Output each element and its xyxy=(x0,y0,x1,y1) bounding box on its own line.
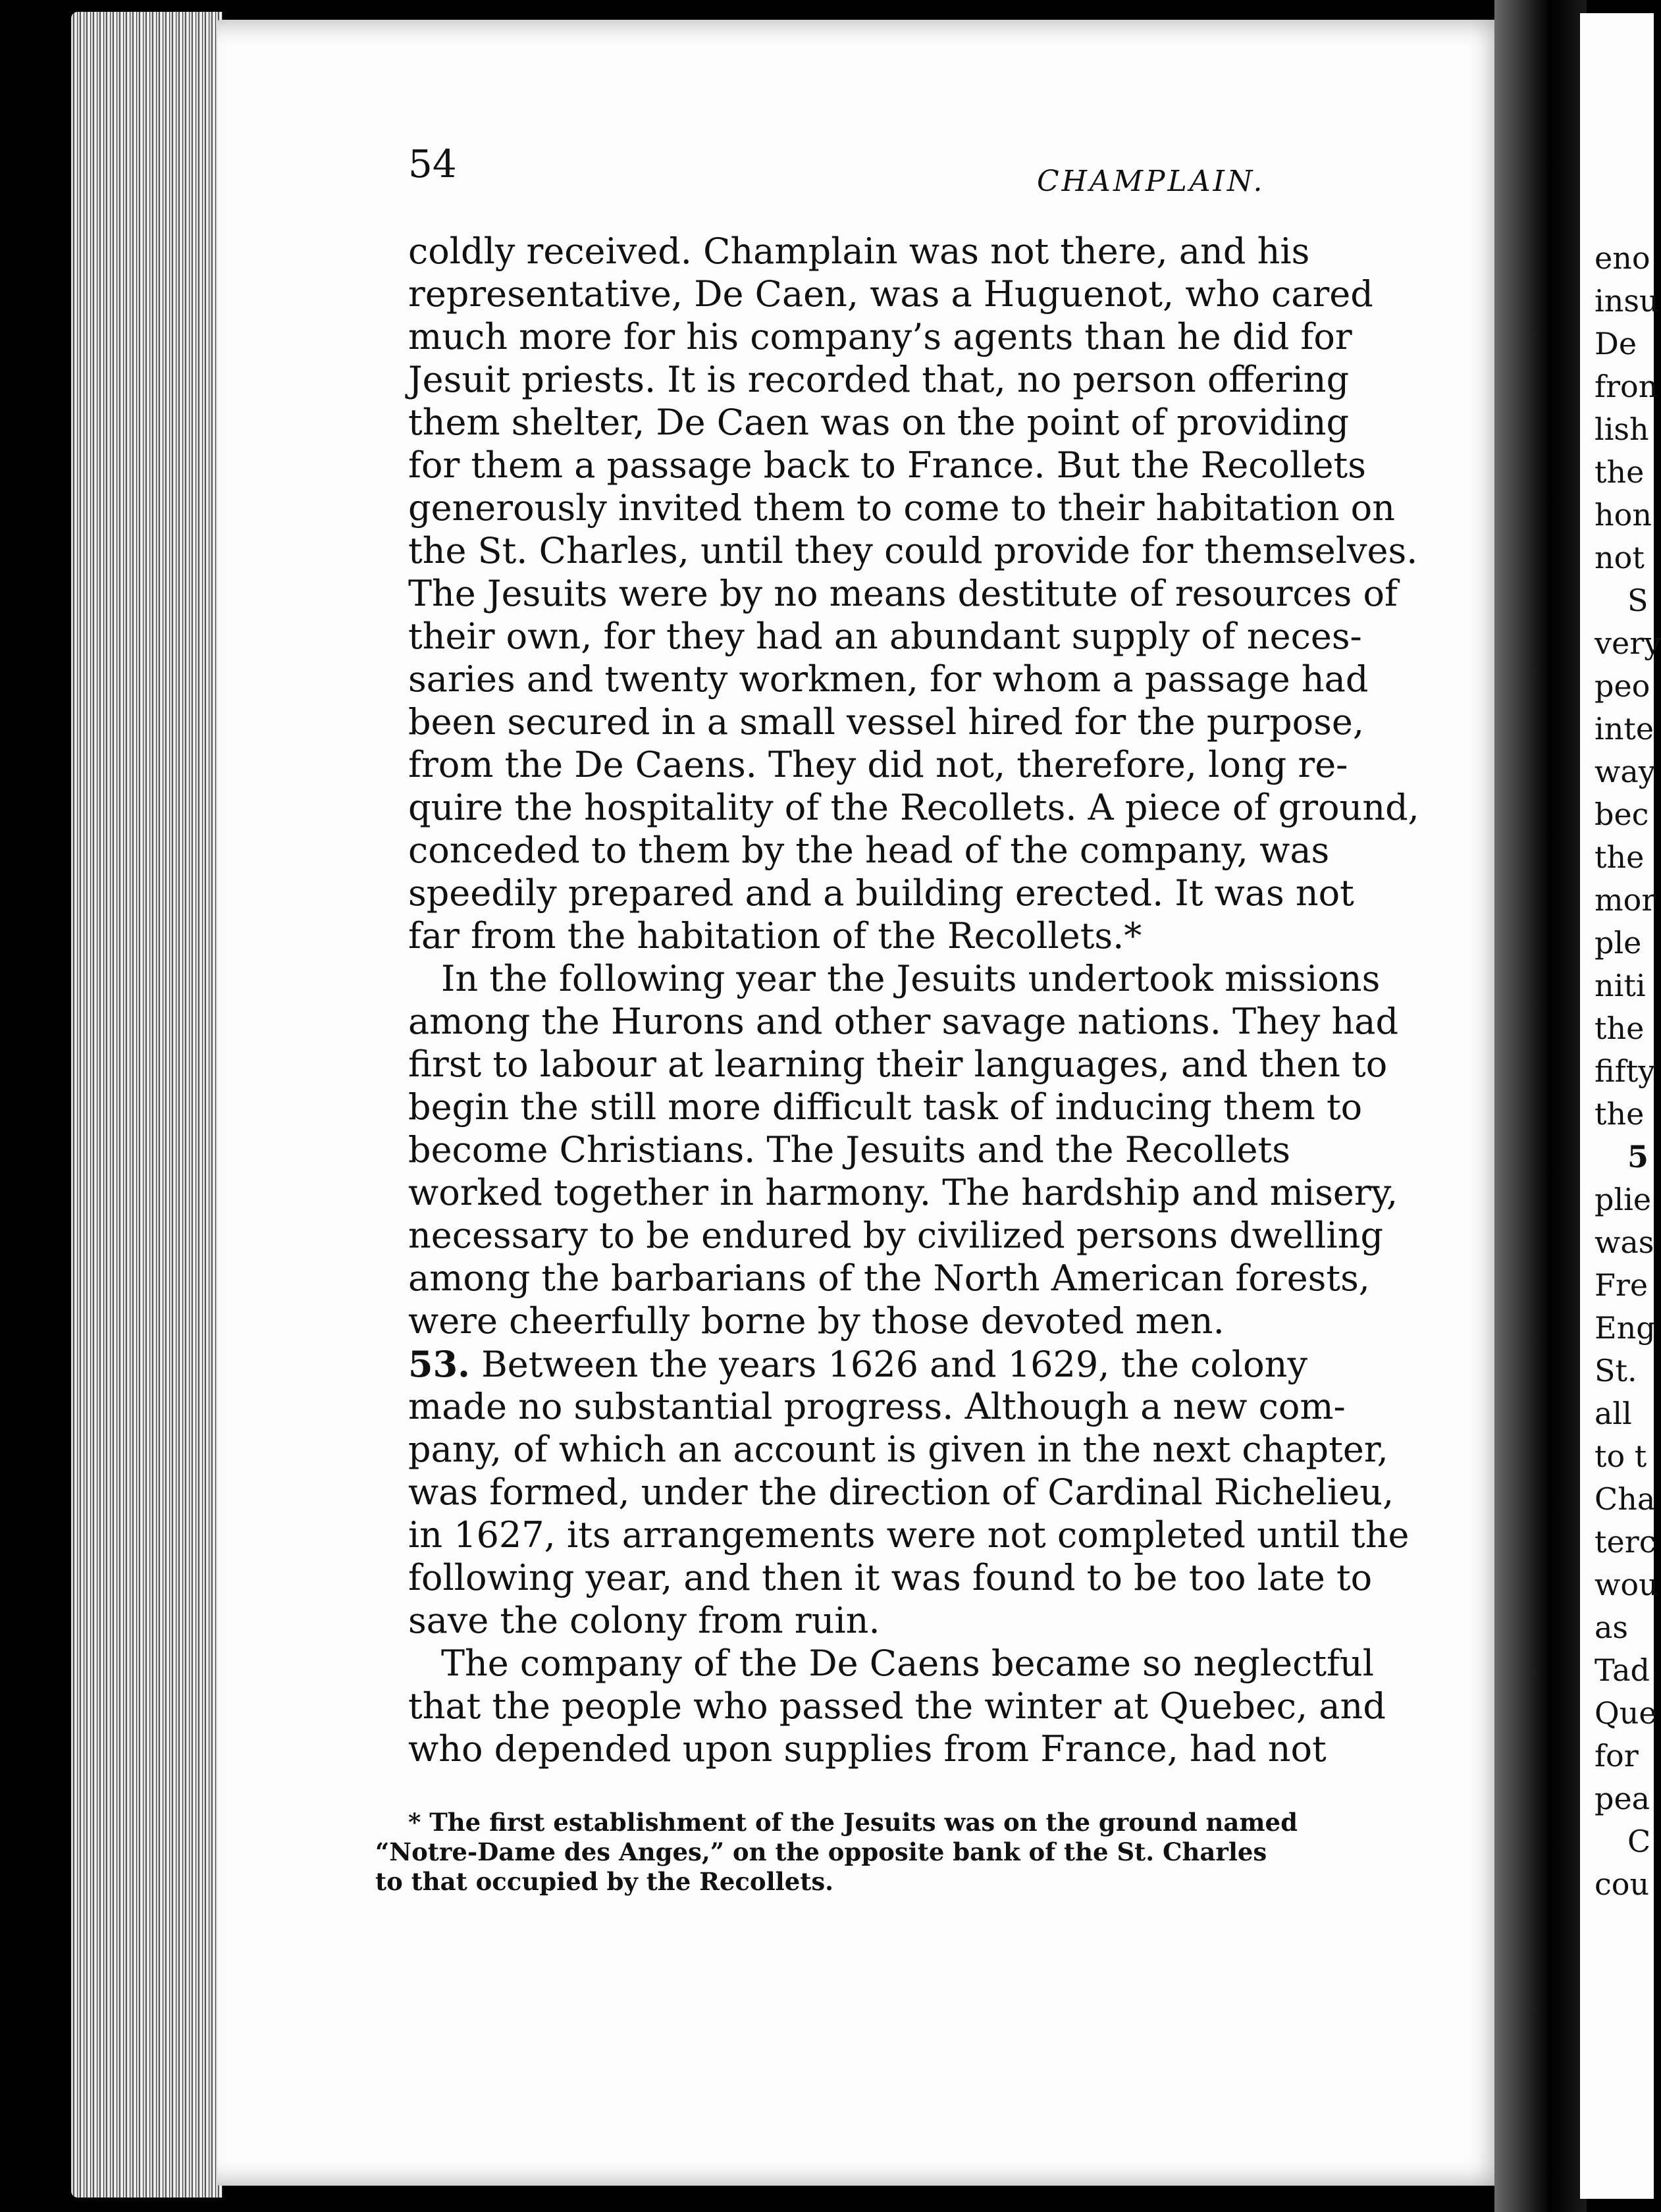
facing-page-fragment: the xyxy=(1595,839,1645,875)
text-line: become Christians. The Jesuits and the Recollets xyxy=(408,1129,1290,1171)
page-number: 54 xyxy=(408,142,457,186)
facing-page-fragment: to t xyxy=(1595,1438,1647,1474)
text-line: been secured in a small vessel hired for the purpose, xyxy=(408,701,1364,743)
text-line: worked together in harmony. The hardship and misery, xyxy=(408,1172,1398,1213)
facing-page-fragment: C xyxy=(1627,1824,1651,1859)
text-line: among the Hurons and other savage nations. They had xyxy=(408,1001,1399,1042)
facing-page-fragment: was xyxy=(1595,1224,1654,1260)
text-line: from the De Caens. They did not, therefore, long re- xyxy=(408,744,1348,785)
text-line: generously invited them to come to their habitation on xyxy=(408,487,1395,529)
facing-page-fragment: ple xyxy=(1595,925,1642,961)
text-line: who depended upon supplies from France, had not xyxy=(408,1728,1327,1770)
text-line: that the people who passed the winter at Quebec, and xyxy=(408,1685,1386,1727)
left-page xyxy=(217,20,1514,2186)
facing-page-fragment: St. xyxy=(1595,1353,1637,1388)
section-line xyxy=(408,1343,1307,1385)
facing-page-fragment: fron xyxy=(1595,369,1658,404)
facing-page-fragment: mor xyxy=(1595,882,1656,918)
text-line: speedily prepared and a building erected. It was not xyxy=(408,872,1354,914)
facing-page-fragment: De xyxy=(1595,326,1637,361)
facing-page-fragment: very xyxy=(1595,625,1661,661)
text-line: following year, and then it was found to be too late to xyxy=(408,1557,1373,1598)
facing-page-fragment: hon xyxy=(1595,497,1652,533)
facing-page-fragment: wou xyxy=(1595,1567,1658,1602)
facing-page-fragment: Eng xyxy=(1595,1310,1656,1346)
facing-page-fragment: as xyxy=(1595,1610,1629,1645)
text-line: their own, for they had an abundant supply of neces- xyxy=(408,616,1362,657)
facing-page-fragment: not xyxy=(1595,540,1645,575)
facing-page-fragment: plie xyxy=(1595,1182,1652,1217)
facing-page xyxy=(1580,13,1661,2199)
text-line: was formed, under the direction of Cardinal Richelieu, xyxy=(408,1471,1394,1513)
text-line: among the barbarians of the North American forests, xyxy=(408,1257,1370,1299)
facing-page-fragment: eno xyxy=(1595,240,1650,276)
text-line: quire the hospitality of the Recollets. A piece of ground, xyxy=(408,787,1419,828)
facing-page-fragment: cou xyxy=(1595,1866,1650,1902)
text-line: Jesuit priests. It is recorded that, no person offering xyxy=(408,359,1350,400)
section-text: Between the years 1626 and 1629, the colony xyxy=(481,1344,1307,1385)
facing-page-fragment: inte xyxy=(1595,711,1654,747)
text-line: pany, of which an account is given in the next chapter, xyxy=(408,1429,1388,1470)
text-line: much more for his company’s agents than he did for xyxy=(408,316,1352,357)
facing-page-fragment: lish xyxy=(1595,411,1649,447)
facing-page-fragment: for xyxy=(1595,1738,1639,1774)
text-line: coldly received. Champlain was not there, and his xyxy=(408,230,1310,272)
text-line: In the following year the Jesuits undertook missions xyxy=(441,958,1381,999)
facing-page-fragment: 5 xyxy=(1627,1139,1649,1174)
section-number: 53. xyxy=(408,1343,470,1385)
facing-page-fragment: terc xyxy=(1595,1524,1656,1560)
facing-page-fragment: the xyxy=(1595,1096,1645,1132)
text-line: The company of the De Caens became so neglectful xyxy=(441,1643,1375,1684)
facing-page-fragment: Que xyxy=(1595,1695,1657,1731)
page-edge-stack xyxy=(71,12,223,2198)
facing-page-fragment: Cha xyxy=(1595,1481,1656,1517)
text-line: begin the still more difficult task of inducing them to xyxy=(408,1086,1363,1128)
text-line: made no substantial progress. Although a new com- xyxy=(408,1386,1346,1427)
running-head: CHAMPLAIN. xyxy=(1037,165,1265,198)
footnote-line: * The first establishment of the Jesuits was on the ground named xyxy=(408,1808,1298,1837)
text-line: saries and twenty workmen, for whom a passage had xyxy=(408,658,1369,700)
facing-page-fragment: Fre xyxy=(1595,1267,1648,1303)
facing-page-fragment: way xyxy=(1595,754,1656,789)
facing-page-fragment: the xyxy=(1595,1011,1645,1046)
facing-page-fragment: peo xyxy=(1595,668,1650,704)
facing-page-fragment: Tad xyxy=(1595,1652,1650,1688)
book-gutter xyxy=(1494,0,1587,2212)
text-line: were cheerfully borne by those devoted men. xyxy=(408,1300,1225,1342)
text-line: representative, De Caen, was a Huguenot, who cared xyxy=(408,273,1373,315)
text-line: conceded to them by the head of the company, was xyxy=(408,830,1330,871)
facing-page-fragment: niti xyxy=(1595,968,1646,1003)
text-line: The Jesuits were by no means destitute of resources of xyxy=(408,573,1398,614)
text-line: necessary to be endured by civilized persons dwelling xyxy=(408,1215,1384,1256)
facing-page-fragment: pea xyxy=(1595,1781,1650,1816)
text-line: the St. Charles, until they could provide for themselves. xyxy=(408,530,1418,571)
footnote-line: “Notre-Dame des Anges,” on the opposite bank of the St. Charles xyxy=(375,1837,1267,1866)
text-line: in 1627, its arrangements were not completed until the xyxy=(408,1514,1410,1556)
facing-page-fragment: fifty xyxy=(1595,1053,1656,1089)
facing-page-fragment: all xyxy=(1595,1396,1632,1431)
facing-page-fragment: the xyxy=(1595,454,1645,490)
text-line: far from the habitation of the Recollets.* xyxy=(408,915,1142,957)
text-line: first to labour at learning their languages, and then to xyxy=(408,1043,1388,1085)
text-line: save the colony from ruin. xyxy=(408,1600,880,1641)
facing-page-fragment: insu xyxy=(1595,283,1659,319)
text-line: them shelter, De Caen was on the point of providing xyxy=(408,402,1350,443)
facing-page-fragment: bec xyxy=(1595,797,1649,832)
footnote-line: to that occupied by the Recollets. xyxy=(375,1867,834,1896)
facing-page-fragment: S xyxy=(1627,583,1648,618)
text-line: for them a passage back to France. But the Recollets xyxy=(408,444,1366,486)
